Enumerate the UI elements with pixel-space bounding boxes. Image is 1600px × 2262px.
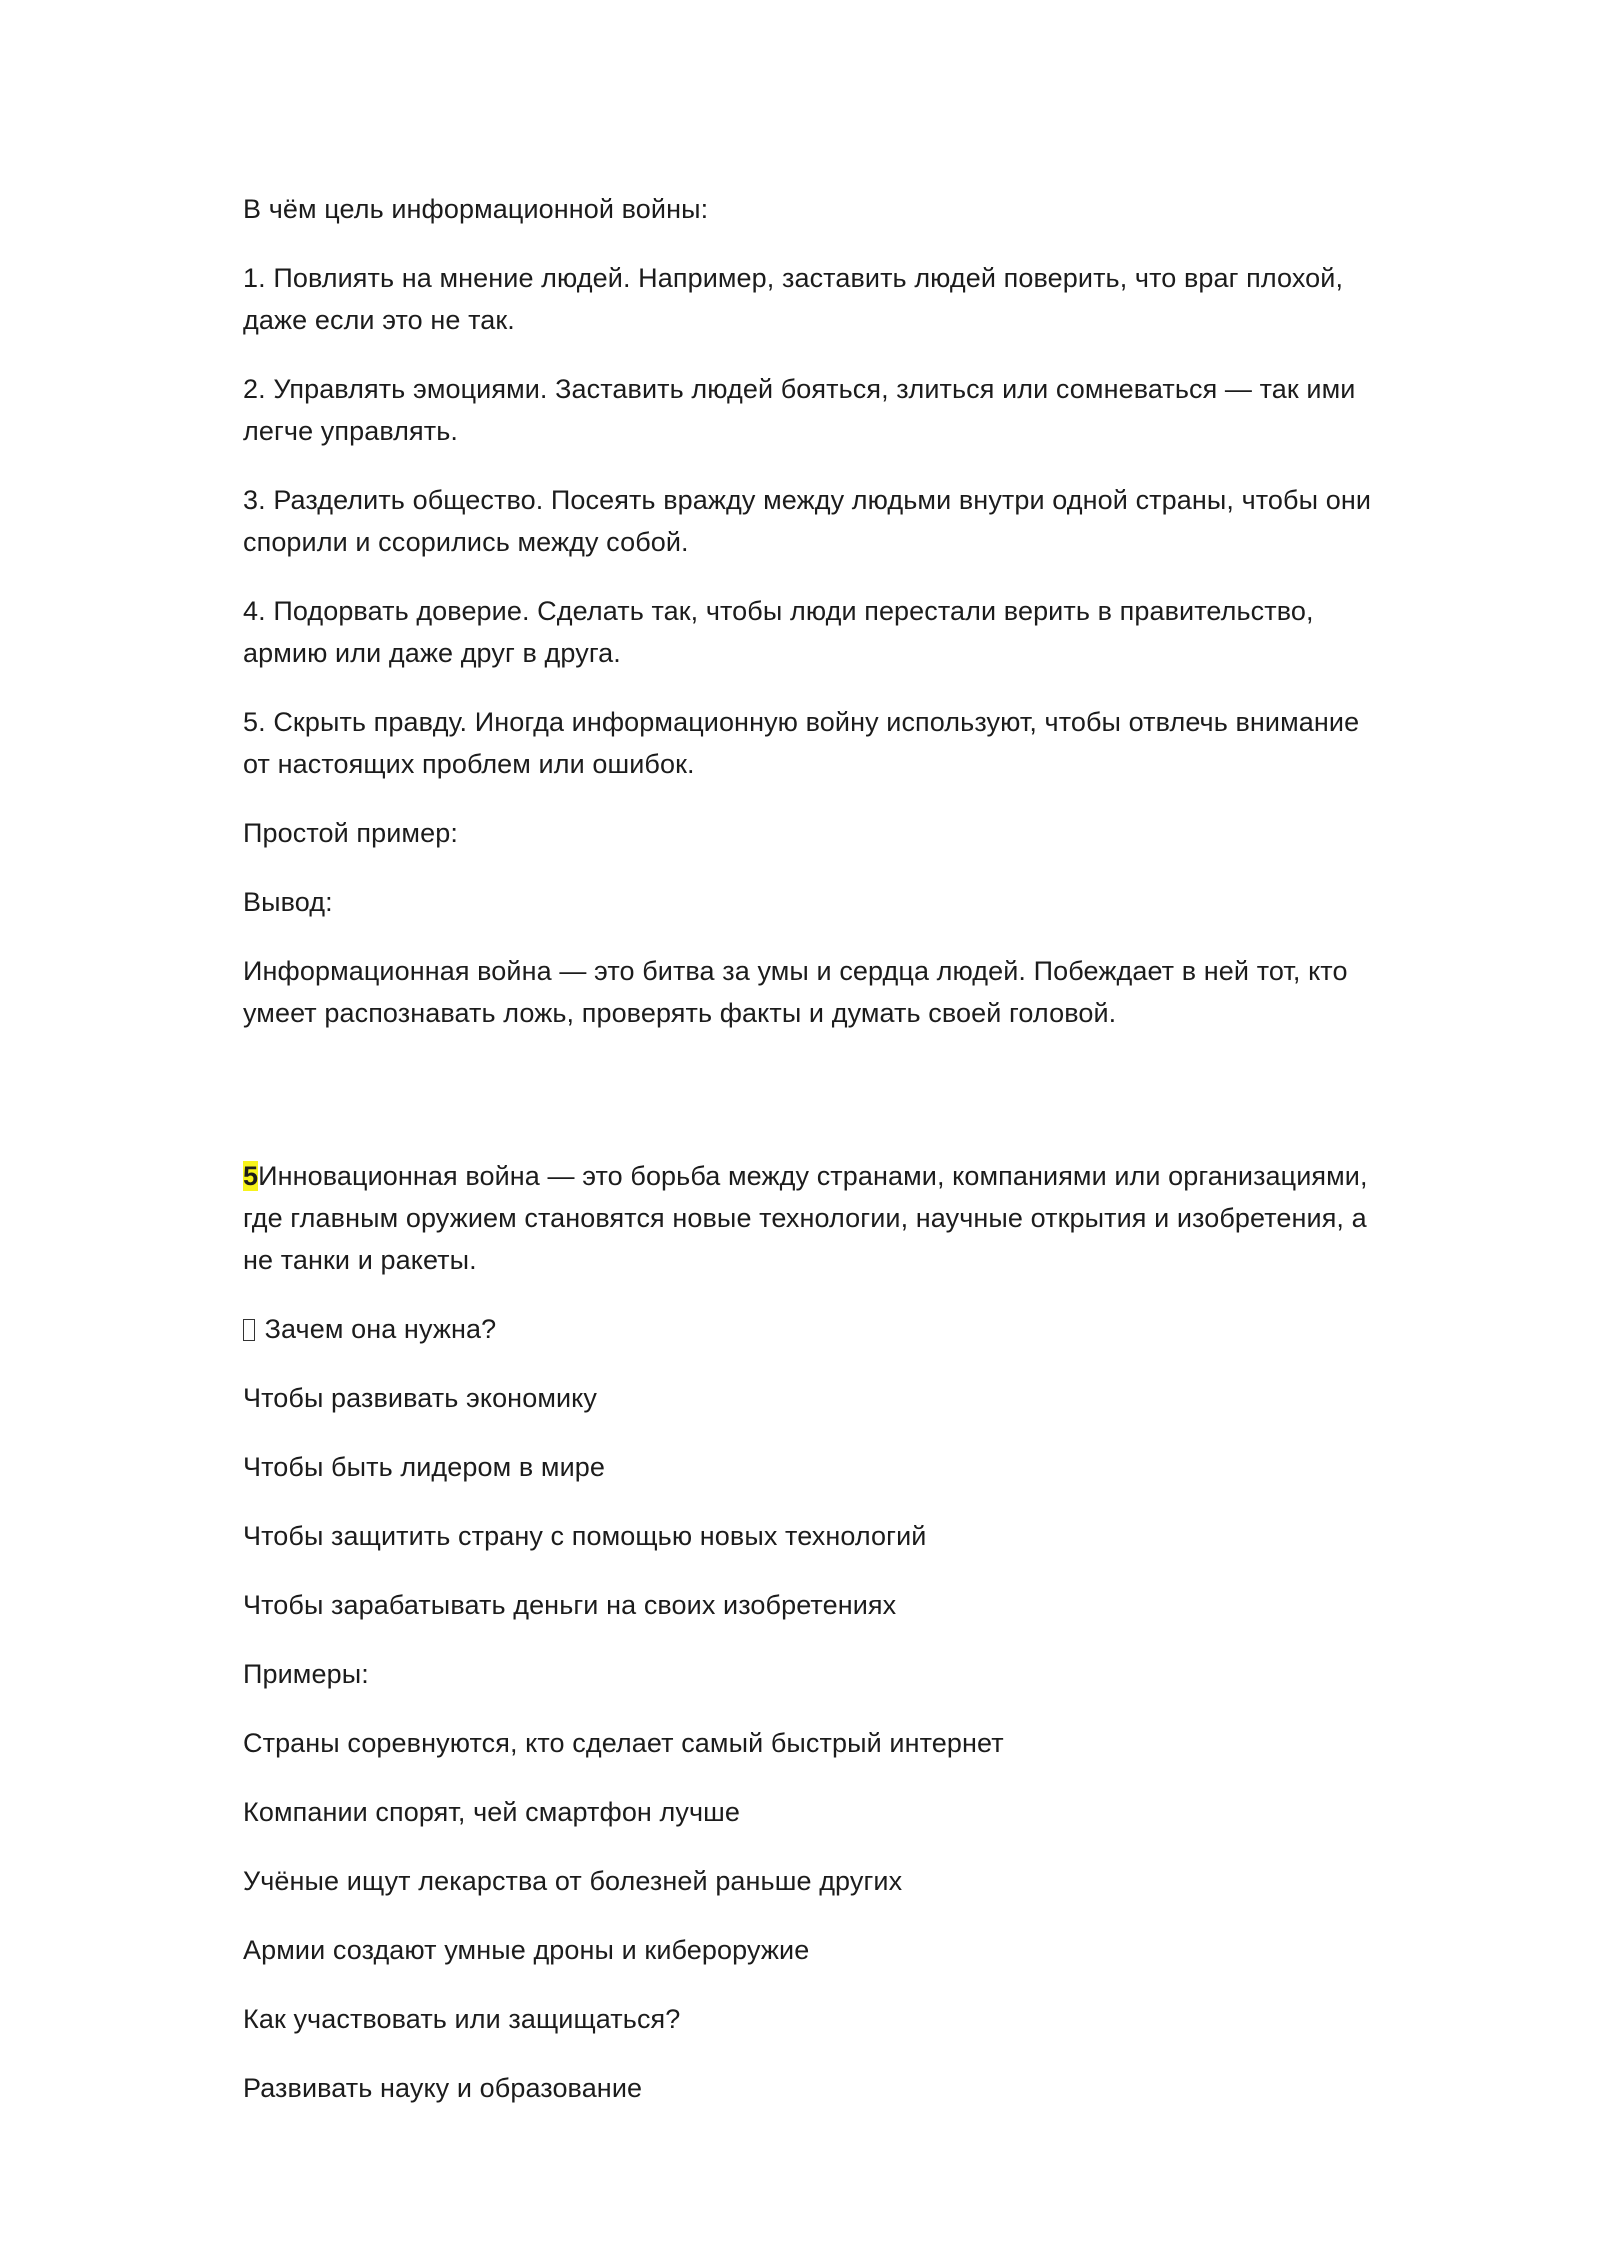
- conclusion-label: Вывод:: [243, 887, 333, 917]
- reason-item: Чтобы быть лидером в мире: [243, 1452, 605, 1482]
- why-label: Зачем она нужна?: [264, 1314, 497, 1344]
- document-body: [243, 188, 1373, 2136]
- example-item: Страны соревнуются, кто сделает самый быстрый интернет: [243, 1728, 1004, 1758]
- reason-item: Чтобы развивать экономику: [243, 1383, 597, 1413]
- examples-label: Примеры:: [243, 1659, 369, 1689]
- example-item: Учёные ищут лекарства от болезней раньше других: [243, 1866, 903, 1896]
- goal-item: 1. Повлиять на мнение людей. Например, заставить людей поверить, что враг плохой, даже если это не так.: [243, 263, 1344, 335]
- reason-item: Чтобы зарабатывать деньги на своих изобретениях: [243, 1590, 897, 1620]
- how-label: Как участвовать или защищаться?: [243, 2004, 681, 2034]
- why-heading: [243, 1308, 1373, 1350]
- section-heading: В чём цель информационной войны:: [243, 194, 709, 224]
- highlighted-section-number: 5: [243, 1161, 259, 1191]
- missing-glyph-icon: [243, 1319, 255, 1341]
- reason-item: Чтобы защитить страну с помощью новых технологий: [243, 1521, 927, 1551]
- example-label: Простой пример:: [243, 818, 458, 848]
- goal-item: 3. Разделить общество. Посеять вражду между людьми внутри одной страны, чтобы они спорили и ссорились между собой.: [243, 485, 1372, 557]
- section-spacer: [243, 1061, 1373, 1155]
- goal-item: 5. Скрыть правду. Иногда информационную войну используют, чтобы отвлечь внимание от настоящих проблем или ошибок.: [243, 707, 1360, 779]
- intro-text: Инновационная война — это борьба между странами, компаниями или организациями, где главным оружием становятся новые технологии, научные открытия и изобретения, а не танки и ракеты.: [243, 1161, 1368, 1275]
- goal-item: 2. Управлять эмоциями. Заставить людей бояться, злиться или сомневаться — так ими легче управлять.: [243, 374, 1356, 446]
- section-intro: [243, 1155, 1373, 1281]
- example-item: Армии создают умные дроны и кибероружие: [243, 1935, 810, 1965]
- example-item: Компании спорят, чей смартфон лучше: [243, 1797, 741, 1827]
- goal-item: 4. Подорвать доверие. Сделать так, чтобы люди перестали верить в правительство, армию или даже друг в друга.: [243, 596, 1314, 668]
- how-item: Развивать науку и образование: [243, 2073, 643, 2103]
- conclusion-text: Информационная война — это битва за умы и сердца людей. Побеждает в ней тот, кто умеет распознавать ложь, проверять факты и думать своей головой.: [243, 956, 1348, 1028]
